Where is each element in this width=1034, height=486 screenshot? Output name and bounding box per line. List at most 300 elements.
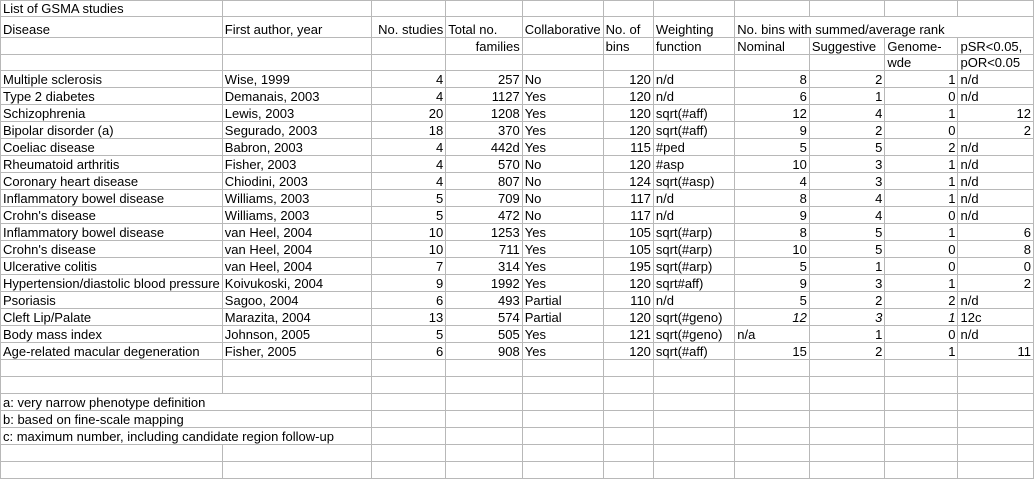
table-cell[interactable]: 120 (603, 275, 653, 292)
table-cell[interactable]: 2 (958, 275, 1034, 292)
table-cell[interactable]: 15 (735, 343, 810, 360)
table-cell[interactable]: 257 (446, 71, 523, 88)
empty-cell[interactable] (1, 462, 223, 479)
empty-cell[interactable] (809, 462, 885, 479)
table-cell[interactable]: 105 (603, 241, 653, 258)
table-cell[interactable]: Bipolar disorder (a) (1, 122, 223, 139)
empty-cell[interactable] (653, 445, 734, 462)
table-cell[interactable]: sqrt#aff) (653, 275, 734, 292)
table-cell[interactable]: Johnson, 2005 (222, 326, 372, 343)
table-cell[interactable]: No (522, 190, 603, 207)
empty-cell[interactable] (735, 394, 810, 411)
table-cell[interactable]: n/d (653, 292, 734, 309)
empty-cell[interactable] (603, 411, 653, 428)
table-cell[interactable]: 442d (446, 139, 523, 156)
empty-cell[interactable] (446, 445, 523, 462)
table-cell[interactable]: 1 (885, 190, 958, 207)
table-cell[interactable]: 8 (735, 224, 810, 241)
empty-cell[interactable] (372, 1, 446, 17)
table-cell[interactable]: 709 (446, 190, 523, 207)
empty-cell[interactable] (653, 1, 734, 17)
table-cell[interactable]: 908 (446, 343, 523, 360)
table-cell[interactable]: 13 (372, 309, 446, 326)
empty-cell[interactable] (885, 360, 958, 377)
table-cell[interactable]: van Heel, 2004 (222, 241, 372, 258)
table-cell[interactable]: 0 (885, 326, 958, 343)
table-cell[interactable]: 4 (372, 88, 446, 105)
table-cell[interactable]: Babron, 2003 (222, 139, 372, 156)
table-cell[interactable]: Yes (522, 241, 603, 258)
empty-cell[interactable] (372, 428, 446, 445)
table-cell[interactable]: 5 (735, 292, 810, 309)
table-cell[interactable]: 2 (809, 292, 885, 309)
header-cell[interactable]: pSR<0.05, (958, 38, 1034, 55)
table-cell[interactable]: 5 (809, 139, 885, 156)
table-cell[interactable]: Yes (522, 88, 603, 105)
empty-cell[interactable] (522, 394, 603, 411)
header-bins-group[interactable]: No. bins with summed/average rank (735, 17, 1034, 38)
table-cell[interactable]: sqrt(#aff) (653, 343, 734, 360)
table-cell[interactable]: 5 (735, 139, 810, 156)
table-cell[interactable]: 807 (446, 173, 523, 190)
header-cell[interactable] (1, 38, 223, 55)
table-cell[interactable]: 314 (446, 258, 523, 275)
table-cell[interactable]: 195 (603, 258, 653, 275)
table-cell[interactable]: 3 (809, 275, 885, 292)
empty-cell[interactable] (222, 377, 372, 394)
table-cell[interactable]: Yes (522, 343, 603, 360)
table-cell[interactable]: 115 (603, 139, 653, 156)
table-cell[interactable]: Wise, 1999 (222, 71, 372, 88)
empty-cell[interactable] (522, 377, 603, 394)
table-cell[interactable]: 2 (885, 292, 958, 309)
empty-cell[interactable] (958, 377, 1034, 394)
table-cell[interactable]: sqrt(#aff) (653, 122, 734, 139)
table-cell[interactable]: Fisher, 2003 (222, 156, 372, 173)
empty-cell[interactable] (735, 428, 810, 445)
header-cell[interactable]: pOR<0.05 (958, 55, 1034, 71)
table-cell[interactable]: 120 (603, 122, 653, 139)
table-cell[interactable]: 117 (603, 190, 653, 207)
header-cell[interactable]: No. of (603, 17, 653, 38)
table-cell[interactable]: 5 (372, 326, 446, 343)
table-cell[interactable]: 1 (809, 258, 885, 275)
table-cell[interactable]: 2 (809, 71, 885, 88)
table-cell[interactable]: 12 (735, 105, 810, 122)
table-cell[interactable]: n/d (958, 190, 1034, 207)
table-cell[interactable]: Marazita, 2004 (222, 309, 372, 326)
table-cell[interactable]: Psoriasis (1, 292, 223, 309)
empty-cell[interactable] (653, 411, 734, 428)
header-cell[interactable] (222, 38, 372, 55)
table-cell[interactable]: n/d (958, 173, 1034, 190)
header-cell[interactable] (809, 55, 885, 71)
table-cell[interactable]: #asp (653, 156, 734, 173)
empty-cell[interactable] (653, 360, 734, 377)
table-cell[interactable]: 5 (809, 224, 885, 241)
table-cell[interactable]: Fisher, 2005 (222, 343, 372, 360)
empty-cell[interactable] (958, 411, 1034, 428)
header-cell[interactable]: Disease (1, 17, 223, 38)
table-cell[interactable]: 18 (372, 122, 446, 139)
table-cell[interactable]: 9 (735, 275, 810, 292)
empty-cell[interactable] (885, 394, 958, 411)
table-cell[interactable]: 1 (885, 224, 958, 241)
footnote[interactable]: b: based on fine-scale mapping (1, 411, 372, 428)
empty-cell[interactable] (603, 394, 653, 411)
table-cell[interactable]: 1 (809, 326, 885, 343)
empty-cell[interactable] (222, 1, 372, 17)
empty-cell[interactable] (1, 360, 223, 377)
header-cell[interactable] (653, 55, 734, 71)
table-cell[interactable]: 570 (446, 156, 523, 173)
table-cell[interactable]: sqrt(#geno) (653, 326, 734, 343)
header-cell[interactable] (522, 38, 603, 55)
table-cell[interactable]: 1208 (446, 105, 523, 122)
empty-cell[interactable] (522, 411, 603, 428)
empty-cell[interactable] (735, 360, 810, 377)
header-cell[interactable] (222, 55, 372, 71)
empty-cell[interactable] (1, 445, 223, 462)
table-cell[interactable]: Hypertension/diastolic blood pressure (1, 275, 223, 292)
sheet-title[interactable]: List of GSMA studies (1, 1, 223, 17)
table-cell[interactable]: Sagoo, 2004 (222, 292, 372, 309)
table-cell[interactable]: 10 (735, 241, 810, 258)
table-cell[interactable]: 8 (958, 241, 1034, 258)
table-cell[interactable]: n/d (653, 88, 734, 105)
header-cell[interactable]: bins (603, 38, 653, 55)
header-cell[interactable]: wde (885, 55, 958, 71)
table-cell[interactable]: 10 (372, 241, 446, 258)
table-cell[interactable]: 3 (809, 173, 885, 190)
table-cell[interactable]: Chiodini, 2003 (222, 173, 372, 190)
table-cell[interactable]: 4 (372, 173, 446, 190)
empty-cell[interactable] (885, 1, 958, 17)
table-cell[interactable]: 4 (372, 71, 446, 88)
table-cell[interactable]: Lewis, 2003 (222, 105, 372, 122)
header-cell[interactable]: Suggestive (809, 38, 885, 55)
empty-cell[interactable] (958, 428, 1034, 445)
table-cell[interactable]: sqrt(#asp) (653, 173, 734, 190)
table-cell[interactable]: n/a (735, 326, 810, 343)
table-cell[interactable]: n/d (958, 326, 1034, 343)
table-cell[interactable]: 4 (809, 190, 885, 207)
table-cell[interactable]: 7 (372, 258, 446, 275)
table-cell[interactable]: 12c (958, 309, 1034, 326)
empty-cell[interactable] (446, 411, 523, 428)
table-cell[interactable]: Partial (522, 309, 603, 326)
table-cell[interactable]: 1 (885, 173, 958, 190)
table-cell[interactable]: 472 (446, 207, 523, 224)
empty-cell[interactable] (735, 377, 810, 394)
footnote[interactable]: a: very narrow phenotype definition (1, 394, 372, 411)
table-cell[interactable]: Demanais, 2003 (222, 88, 372, 105)
table-cell[interactable]: 4 (809, 207, 885, 224)
header-cell[interactable]: Collaborative (522, 17, 603, 38)
empty-cell[interactable] (958, 360, 1034, 377)
empty-cell[interactable] (522, 462, 603, 479)
table-cell[interactable]: Williams, 2003 (222, 207, 372, 224)
empty-cell[interactable] (809, 411, 885, 428)
table-cell[interactable]: Yes (522, 139, 603, 156)
table-cell[interactable]: 5 (809, 241, 885, 258)
table-cell[interactable]: 120 (603, 309, 653, 326)
table-cell[interactable]: sqrt(#arp) (653, 224, 734, 241)
header-cell[interactable]: First author, year (222, 17, 372, 38)
empty-cell[interactable] (222, 462, 372, 479)
table-cell[interactable]: 0 (885, 241, 958, 258)
table-cell[interactable]: 5 (372, 190, 446, 207)
table-cell[interactable]: 1253 (446, 224, 523, 241)
table-cell[interactable]: Yes (522, 224, 603, 241)
empty-cell[interactable] (372, 377, 446, 394)
table-cell[interactable]: 5 (372, 207, 446, 224)
table-cell[interactable]: n/d (958, 71, 1034, 88)
table-cell[interactable]: 1127 (446, 88, 523, 105)
table-cell[interactable]: Inflammatory bowel disease (1, 190, 223, 207)
table-cell[interactable]: 0 (885, 258, 958, 275)
empty-cell[interactable] (958, 394, 1034, 411)
table-cell[interactable]: 20 (372, 105, 446, 122)
table-cell[interactable]: 1 (885, 343, 958, 360)
table-cell[interactable]: n/d (958, 88, 1034, 105)
table-cell[interactable]: Yes (522, 275, 603, 292)
table-cell[interactable]: 120 (603, 105, 653, 122)
table-cell[interactable]: Segurado, 2003 (222, 122, 372, 139)
table-cell[interactable]: 1992 (446, 275, 523, 292)
empty-cell[interactable] (446, 394, 523, 411)
table-cell[interactable]: 9 (735, 122, 810, 139)
table-cell[interactable]: sqrt(#geno) (653, 309, 734, 326)
table-cell[interactable]: sqrt(#arp) (653, 258, 734, 275)
table-cell[interactable]: 4 (735, 173, 810, 190)
table-cell[interactable]: 6 (735, 88, 810, 105)
table-cell[interactable]: Yes (522, 122, 603, 139)
empty-cell[interactable] (372, 462, 446, 479)
table-cell[interactable]: Schizophrenia (1, 105, 223, 122)
table-cell[interactable]: 2 (809, 122, 885, 139)
empty-cell[interactable] (603, 445, 653, 462)
table-cell[interactable]: Ulcerative colitis (1, 258, 223, 275)
table-cell[interactable]: 0 (885, 122, 958, 139)
header-cell[interactable] (603, 55, 653, 71)
table-cell[interactable]: 0 (958, 258, 1034, 275)
table-cell[interactable]: No (522, 173, 603, 190)
table-cell[interactable]: 3 (809, 309, 885, 326)
table-cell[interactable]: 0 (885, 207, 958, 224)
table-cell[interactable]: 10 (372, 224, 446, 241)
table-cell[interactable]: Coeliac disease (1, 139, 223, 156)
empty-cell[interactable] (372, 445, 446, 462)
table-cell[interactable]: 120 (603, 156, 653, 173)
empty-cell[interactable] (885, 462, 958, 479)
table-cell[interactable]: 9 (735, 207, 810, 224)
header-cell[interactable]: families (446, 38, 523, 55)
empty-cell[interactable] (446, 377, 523, 394)
table-cell[interactable]: Age-related macular degeneration (1, 343, 223, 360)
table-cell[interactable]: 2 (958, 122, 1034, 139)
table-cell[interactable]: 1 (885, 156, 958, 173)
table-cell[interactable]: No (522, 207, 603, 224)
empty-cell[interactable] (372, 394, 446, 411)
empty-cell[interactable] (958, 445, 1034, 462)
empty-cell[interactable] (522, 428, 603, 445)
empty-cell[interactable] (372, 411, 446, 428)
table-cell[interactable]: 5 (735, 258, 810, 275)
empty-cell[interactable] (1, 377, 223, 394)
table-cell[interactable]: sqrt(#aff) (653, 105, 734, 122)
table-cell[interactable]: 6 (372, 292, 446, 309)
table-cell[interactable]: 6 (372, 343, 446, 360)
empty-cell[interactable] (522, 360, 603, 377)
table-cell[interactable]: n/d (958, 156, 1034, 173)
empty-cell[interactable] (809, 428, 885, 445)
empty-cell[interactable] (603, 377, 653, 394)
empty-cell[interactable] (653, 377, 734, 394)
header-cell[interactable] (446, 55, 523, 71)
table-cell[interactable]: Cleft Lip/Palate (1, 309, 223, 326)
empty-cell[interactable] (653, 462, 734, 479)
header-cell[interactable]: Weighting (653, 17, 734, 38)
empty-cell[interactable] (603, 1, 653, 17)
table-cell[interactable]: Yes (522, 326, 603, 343)
table-cell[interactable]: Coronary heart disease (1, 173, 223, 190)
table-cell[interactable]: sqrt(#arp) (653, 241, 734, 258)
table-cell[interactable]: n/d (958, 292, 1034, 309)
table-cell[interactable]: 121 (603, 326, 653, 343)
empty-cell[interactable] (809, 394, 885, 411)
empty-cell[interactable] (885, 377, 958, 394)
header-cell[interactable] (372, 55, 446, 71)
table-cell[interactable]: 3 (809, 156, 885, 173)
table-cell[interactable]: 1 (885, 275, 958, 292)
table-cell[interactable]: Type 2 diabetes (1, 88, 223, 105)
table-cell[interactable]: 11 (958, 343, 1034, 360)
table-cell[interactable]: 4 (809, 105, 885, 122)
table-cell[interactable]: n/d (653, 71, 734, 88)
table-cell[interactable]: 110 (603, 292, 653, 309)
empty-cell[interactable] (958, 462, 1034, 479)
empty-cell[interactable] (222, 445, 372, 462)
table-cell[interactable]: Inflammatory bowel disease (1, 224, 223, 241)
table-cell[interactable]: 10 (735, 156, 810, 173)
table-cell[interactable]: Rheumatoid arthritis (1, 156, 223, 173)
table-cell[interactable]: n/d (653, 190, 734, 207)
table-cell[interactable]: van Heel, 2004 (222, 258, 372, 275)
table-cell[interactable]: 124 (603, 173, 653, 190)
table-cell[interactable]: 6 (958, 224, 1034, 241)
empty-cell[interactable] (446, 428, 523, 445)
table-cell[interactable]: 120 (603, 71, 653, 88)
table-cell[interactable]: 8 (735, 190, 810, 207)
table-cell[interactable]: 4 (372, 156, 446, 173)
table-cell[interactable]: Koivukoski, 2004 (222, 275, 372, 292)
table-cell[interactable]: 1 (809, 88, 885, 105)
empty-cell[interactable] (522, 445, 603, 462)
table-cell[interactable]: 8 (735, 71, 810, 88)
table-cell[interactable]: van Heel, 2004 (222, 224, 372, 241)
empty-cell[interactable] (885, 428, 958, 445)
empty-cell[interactable] (222, 360, 372, 377)
table-cell[interactable]: 4 (372, 139, 446, 156)
table-cell[interactable]: Partial (522, 292, 603, 309)
empty-cell[interactable] (885, 445, 958, 462)
empty-cell[interactable] (446, 1, 523, 17)
table-cell[interactable]: 12 (958, 105, 1034, 122)
header-cell[interactable]: function (653, 38, 734, 55)
table-cell[interactable]: 0 (885, 88, 958, 105)
table-cell[interactable]: 1 (885, 71, 958, 88)
table-cell[interactable]: 1 (885, 309, 958, 326)
table-cell[interactable]: 370 (446, 122, 523, 139)
table-cell[interactable]: 1 (885, 105, 958, 122)
table-cell[interactable]: 117 (603, 207, 653, 224)
empty-cell[interactable] (446, 360, 523, 377)
empty-cell[interactable] (735, 411, 810, 428)
table-cell[interactable]: Crohn's disease (1, 241, 223, 258)
table-cell[interactable]: 2 (809, 343, 885, 360)
empty-cell[interactable] (603, 428, 653, 445)
empty-cell[interactable] (885, 411, 958, 428)
table-cell[interactable]: 120 (603, 88, 653, 105)
table-cell[interactable]: Body mass index (1, 326, 223, 343)
empty-cell[interactable] (653, 428, 734, 445)
table-cell[interactable]: 9 (372, 275, 446, 292)
table-cell[interactable]: Yes (522, 258, 603, 275)
empty-cell[interactable] (958, 1, 1034, 17)
table-cell[interactable]: Williams, 2003 (222, 190, 372, 207)
empty-cell[interactable] (809, 377, 885, 394)
table-cell[interactable]: No (522, 71, 603, 88)
empty-cell[interactable] (446, 462, 523, 479)
table-cell[interactable]: 12 (735, 309, 810, 326)
header-cell[interactable]: Nominal (735, 38, 810, 55)
table-cell[interactable]: Yes (522, 105, 603, 122)
header-cell[interactable]: Total no. (446, 17, 523, 38)
empty-cell[interactable] (735, 445, 810, 462)
header-cell[interactable] (735, 55, 810, 71)
table-cell[interactable]: No (522, 156, 603, 173)
empty-cell[interactable] (735, 1, 810, 17)
empty-cell[interactable] (522, 1, 603, 17)
header-cell[interactable]: Genome- (885, 38, 958, 55)
table-cell[interactable]: 505 (446, 326, 523, 343)
empty-cell[interactable] (372, 360, 446, 377)
table-cell[interactable]: 711 (446, 241, 523, 258)
table-cell[interactable]: n/d (653, 207, 734, 224)
header-cell[interactable] (522, 55, 603, 71)
header-cell[interactable] (1, 55, 223, 71)
table-cell[interactable]: n/d (958, 207, 1034, 224)
table-cell[interactable]: n/d (958, 139, 1034, 156)
empty-cell[interactable] (653, 394, 734, 411)
empty-cell[interactable] (809, 445, 885, 462)
empty-cell[interactable] (603, 462, 653, 479)
header-cell[interactable] (372, 38, 446, 55)
table-cell[interactable]: 574 (446, 309, 523, 326)
footnote[interactable]: c: maximum number, including candidate region follow-up (1, 428, 372, 445)
table-cell[interactable]: 105 (603, 224, 653, 241)
table-cell[interactable]: 120 (603, 343, 653, 360)
table-cell[interactable]: Crohn's disease (1, 207, 223, 224)
table-cell[interactable]: 493 (446, 292, 523, 309)
table-cell[interactable]: #ped (653, 139, 734, 156)
empty-cell[interactable] (809, 1, 885, 17)
header-cell[interactable]: No. studies (372, 17, 446, 38)
empty-cell[interactable] (603, 360, 653, 377)
empty-cell[interactable] (809, 360, 885, 377)
table-cell[interactable]: 2 (885, 139, 958, 156)
